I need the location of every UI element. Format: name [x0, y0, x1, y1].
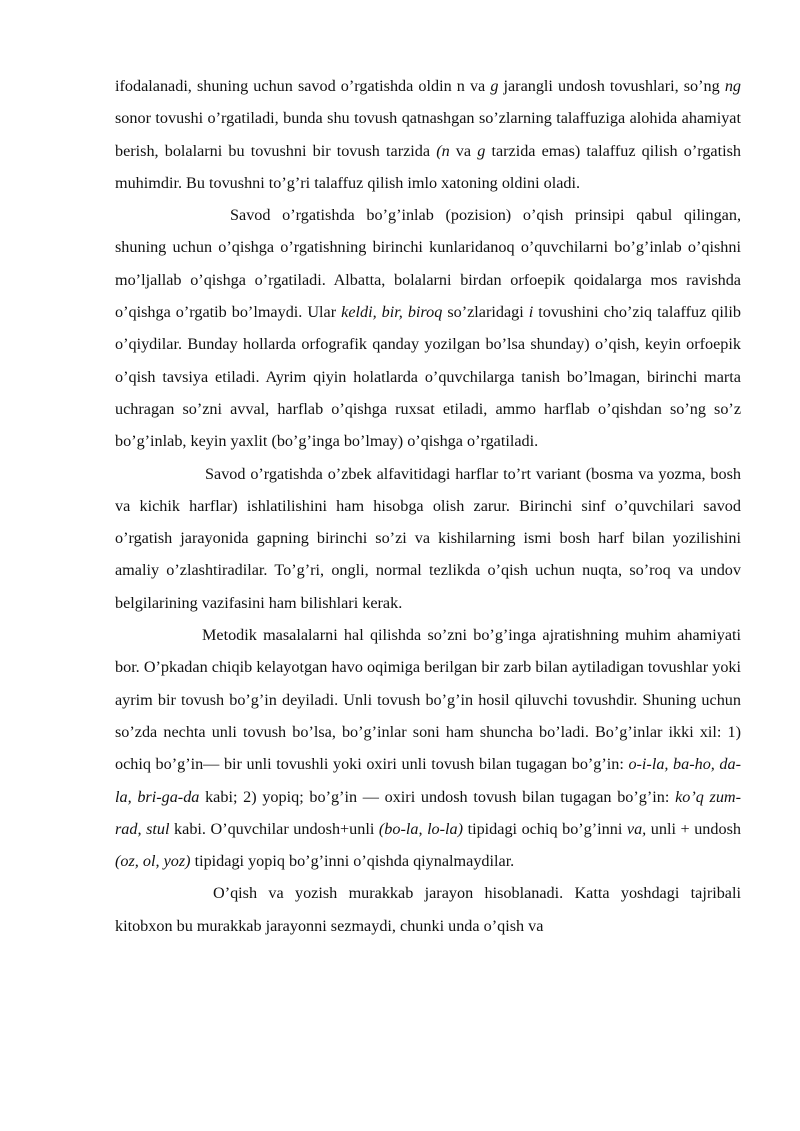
text-span: sonor tovushi o’rgatiladi, bunda shu tovush qatnashgan so’zlarning talaffuziga alohida ahamiyat berish, bolalarni bu tovushni bir tovush tarzida — [115, 109, 741, 160]
text-span: ifodalanadi, shuning uchun savod o’rgatishda oldin n va — [115, 77, 491, 95]
paragraph-1 — [115, 70, 741, 199]
text-span: so’zlaridagi — [442, 303, 529, 322]
paragraph-2 — [115, 199, 741, 457]
paragraph-5 — [115, 877, 741, 942]
text-span: kabi. O’quvchilar undosh+unli — [169, 819, 379, 838]
document-page — [115, 70, 741, 942]
italic-text-span: ko’q zum-rad, stul — [115, 787, 741, 838]
italic-text-span: (bo-la, lo-la) — [378, 819, 464, 838]
text-span: Metodik masalalarni hal qilishda so’zni bo’g’inga ajratishning muhim ahamiyati bor. O’pkadan chiqib kelayotgan havo oqimiga berilgan bir zarb bilan aytiladigan tovushlar yoki ayrim bir tovush bo’g’in deyiladi. Unli tovush bo’g’in hosil qiluvchi tovushdir. Shuning uchun so’zda nechta unli tovush bo’lsa, bo’g’inlar soni ham shuncha bo’ladi. Bo’g’inlar ikki xil: 1) ochiq bo’g’in— bir unli tovushli yoki oxiri unli tovush bilan tugagan bo’g’in: — [115, 626, 741, 774]
text-span: kabi; 2) yopiq; bo’g’in — oxiri undosh tovush bilan tugagan bo’g’in: — [199, 787, 676, 806]
text-span: va — [449, 141, 478, 160]
text-span: tipidagi ochiq bo’g’inni — [463, 819, 627, 838]
text-span: unli + undosh — [646, 819, 741, 838]
italic-text-span: va, — [626, 819, 647, 838]
paragraph-4 — [115, 619, 741, 877]
italic-text-span: keldi, bir, biroq — [341, 303, 443, 322]
italic-text-span: o-i-la, ba-ho, da-la, bri-ga-da — [115, 755, 741, 806]
italic-text-span: g — [490, 77, 499, 95]
paragraph-3 — [115, 458, 741, 619]
italic-text-span: (n — [436, 141, 450, 160]
text-span: tipidagi yopiq bo’g’inni o’qishda qiynalmaydilar. — [190, 852, 515, 871]
italic-text-span: g — [477, 141, 486, 160]
text-span: Savod o’rgatishda bo’g’inlab (pozision) o’qish prinsipi qabul qilingan, shuning uchun o’qishga o’rgatishning birinchi kunlaridanoq o’quvchilarni bo’g’inlab o’qishni mo’ljallab o’qishga o’rgatiladi. Albatta, bolalarni birdan orfoepik qoidalarga mos ravishda o’qishga o’rgatib bo’lmaydi. Ular — [115, 206, 741, 322]
text-span: tarzida emas) talaffuz qilish o’rgatish muhimdir. Bu tovushni to’g’ri talaffuz qilish imlo xatoning oldini oladi. — [115, 141, 742, 192]
italic-text-span: ng — [724, 77, 741, 95]
text-span: O’qish va yozish murakkab jarayon hisoblanadi. Katta yoshdagi tajribali kitobxon bu murakkab jarayonni sezmaydi, chunki unda o’qish va — [115, 884, 741, 935]
text-span: Savod o’rgatishda o’zbek alfavitidagi harflar to’rt variant (bosma va yozma, bosh va kichik harflar) ishlatilishini ham hisobga olish zarur. Birinchi sinf o’quvchilari savod o’rgatish jarayonida gapning birinchi so’zi va kishilarning ismi bosh harf bilan yozilishini amaliy o’zlashtiradilar. To’g’ri, ongli, normal tezlikda o’qish uchun nuqta, so’roq va undov belgilarining vazifasini ham bilishlari kerak. — [115, 464, 741, 612]
italic-text-span: (oz, ol, yoz) — [115, 852, 191, 871]
italic-text-span: i — [528, 303, 534, 322]
text-span: jarangli undosh tovushlari, so’ng — [498, 77, 725, 95]
text-span: tovushini cho’ziq talaffuz qilib o’qiydilar. Bunday hollarda orfografik qanday yozilgan bo’lsa shunday) o’qish, keyin orfoepik o’qish tavsiya etiladi. Ayrim qiyin holatlarda o’quvchilarga tanish bo’lmagan, birinchi marta uchragan so’zni avval, harflab o’qishga ruxsat etiladi, ammo harflab o’qishdan so’ng so’z bo’g’inlab, keyin yaxlit (bo’g’inga bo’lmay) o’qishga o’rgatiladi. — [115, 303, 741, 451]
